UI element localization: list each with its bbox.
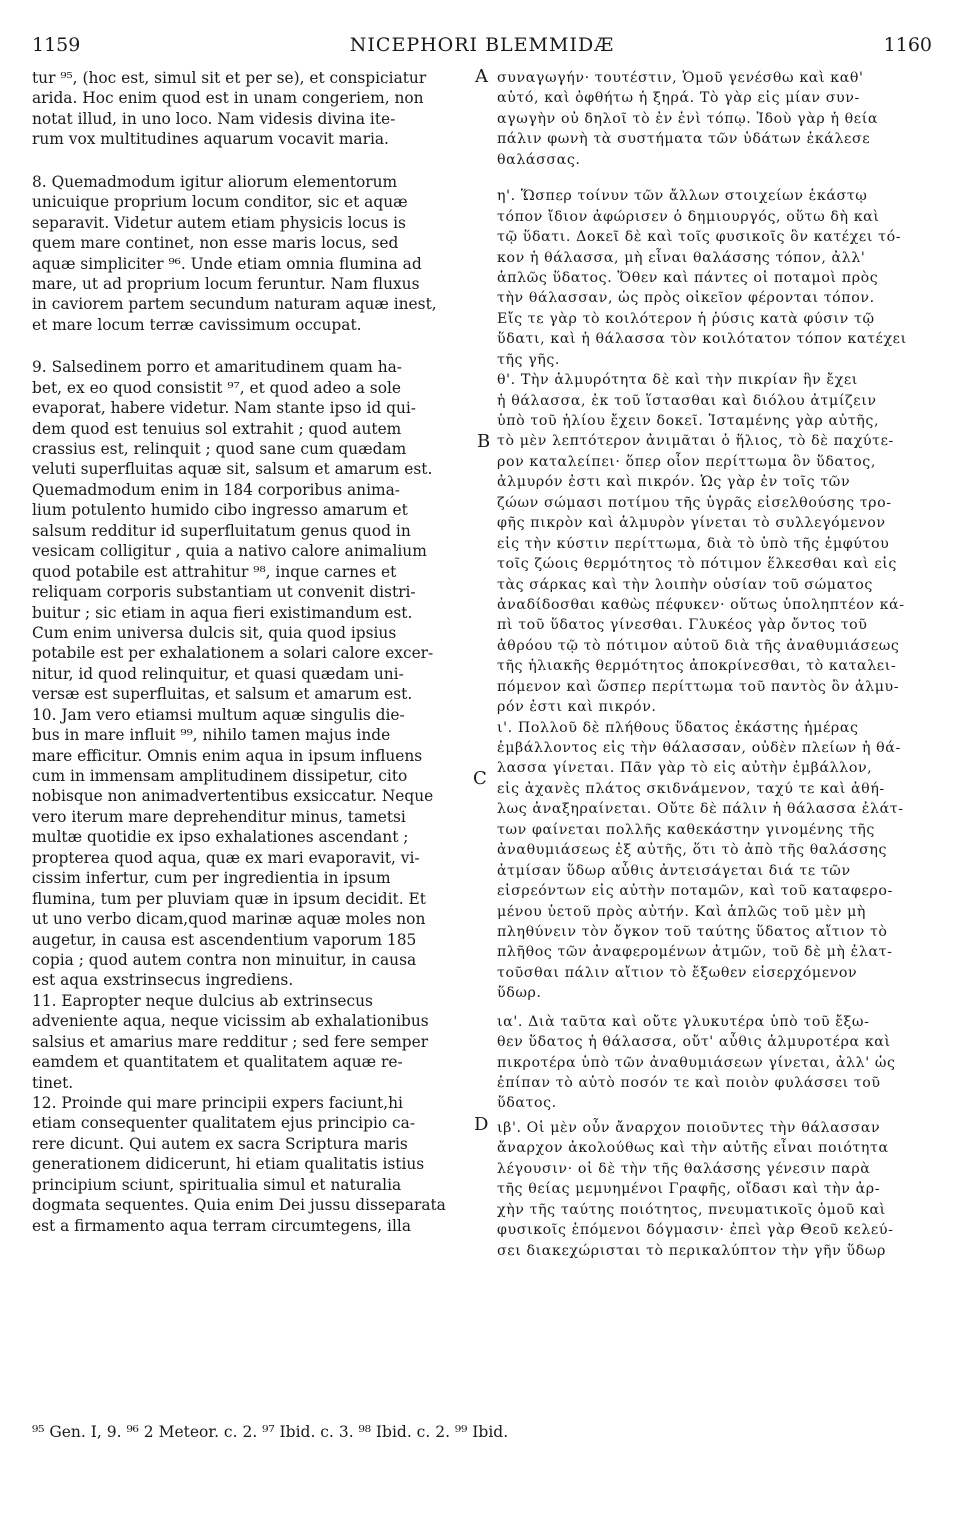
text-line: ἡ θάλασσα, ἐκ τοῦ ἵστασθαι καὶ διόλου ἀτμίζειν [497, 392, 877, 409]
text-line: ἁπλῶς ὕδατος. Ὅθεν καὶ πάντες οἱ ποταμοὶ πρὸς [497, 269, 879, 286]
text-line: λως ἀναξηραίνεται. Οὔτε δὲ πάλιν ἡ θάλασσα ἐλάτ- [497, 801, 904, 818]
text-line: arida. Hoc enim quod est in unam congeriem, non [32, 89, 424, 108]
text-line: 11. Eapropter neque dulcius ab extrinsecus [32, 991, 373, 1010]
margin-letter-c: C [473, 768, 487, 789]
text-line: ρον καταλείπει· ὅπερ οἷον περίττωμα ὂν ὕδατος, [497, 453, 876, 470]
greek-column [497, 68, 933, 1261]
text-line: augetur, in causa est ascendentium vaporum 185 [32, 930, 417, 949]
paragraph-gap [497, 1004, 933, 1012]
text-line: adveniente aqua, neque vicissim ab exhalationibus [32, 1012, 429, 1031]
text-line: generationem didicerunt, hi etiam qualitatis istius [32, 1155, 425, 1174]
latin-paragraph [32, 172, 472, 336]
latin-paragraph [32, 705, 472, 991]
text-line: bus in mare influit ⁹⁹, nihilo tamen majus inde [32, 726, 391, 745]
text-line: multæ quotidie ex ipso exhalationes ascendant ; [32, 828, 409, 847]
text-line: θεν ὕδατος ἡ θάλασσα, οὔτ' αὖθις ἁλμυροτέρα καὶ [497, 1034, 891, 1051]
text-line: nitur, id quod relinquitur, et quasi quædam uni- [32, 664, 404, 683]
text-line: reliquam corporis substantiam ut convenit distri- [32, 583, 416, 602]
greek-paragraph [497, 68, 933, 170]
text-line: φυσικοῖς ἑπόμενοι δόγμασιν· ἐπεὶ γὰρ Θεοῦ κελεύ- [497, 1222, 894, 1239]
text-line: ἁλμυρόν ἐστι καὶ πικρόν. Ὡς γὰρ ἐν τοῖς τῶν [497, 474, 851, 491]
text-line: πληθύνειν τὸν ὄγκον τοῦ ταύτης ὕδατος αἴτιον τὸ [497, 923, 888, 940]
text-line: σει διακεχώρισται τὸ περικαλύπτον τὴν γῆν ὕδωρ [497, 1242, 886, 1259]
text-line: mare efficitur. Omnis enim aqua in ipsum influens [32, 746, 423, 765]
text-line: in caviorem partem secundum naturam aquæ inest, [32, 295, 437, 314]
text-line: ζώων σώμασι ποτίμου τῆς ὑγρᾶς εἰσελθούσης τρο- [497, 494, 892, 511]
paragraph-gap [32, 150, 472, 172]
text-line: ἐμβάλλοντος εἰς τὴν θάλασσαν, οὐδὲν πλείων ἡ θά- [497, 740, 901, 756]
text-line: cum in immensam amplitudinem dissipetur, cito [32, 767, 408, 785]
text-line: αγωγὴν οὐ δηλοῖ τὸ ἐν ἑνὶ τόπῳ. Ἰδοὺ γὰρ ἡ θεία [497, 110, 879, 127]
text-line: λασσα γίνεται. Πᾶν γὰρ τὸ εἰς αὐτὴν ἐμβάλλον, [497, 760, 873, 777]
page-header [32, 34, 932, 64]
text-line: λέγουσιν· οἱ δὲ τὴν τῆς θαλάσσης γένεσιν παρὰ [497, 1160, 871, 1177]
text-line: ut uno verbo dicam,quod marinæ aquæ moles non [32, 910, 426, 929]
text-line: salsius et amarius mare redditur ; sed fere semper [32, 1032, 429, 1051]
text-line: ἄναρχον ἀκολούθως καὶ τὴν αὐτῆς εἶναι ποιότητα [497, 1140, 889, 1157]
text-line: salsum redditur id superfluitatum genus quod in [32, 521, 411, 540]
text-line: τοῖς ζώοις θερμότητος τὸ πότιμον ἕλκεσθαι καὶ εἰς [497, 556, 897, 573]
text-line: μένου ὑετοῦ πρὸς αὐτήν. Καὶ ἁπλῶς τοῦ μὲν μὴ [497, 903, 867, 920]
text-line: τῆς θείας μεμυημένοι Γραφῆς, οἴδασι καὶ τὴν ἀρ- [497, 1181, 881, 1198]
text-line: θ'. Τὴν ἁλμυρότητα δὲ καὶ τὴν πικρίαν ἣν ἔχει [497, 372, 858, 389]
text-line: Cum enim universa dulcis sit, quia quod ipsius [32, 623, 397, 642]
text-line: πόμενον καὶ ὥσπερ περίττωμα τοῦ παντὸς ὂν ἁλμυ- [497, 678, 900, 695]
text-line: χὴν τῆς ταύτης ποιότητος, πνευματικοῖς ὁμοῦ καὶ [497, 1201, 886, 1218]
text-line: potabile est per exhalationem a solari calore excer- [32, 644, 434, 663]
page-number-left: 1159 [32, 34, 81, 56]
text-line: versæ est superfluitas, et salsum et amarum est. [32, 685, 413, 704]
footnotes: ⁹⁵ Gen. I, 9. ⁹⁶ 2 Meteor. c. 2. ⁹⁷ Ibid. c. 3. ⁹⁸ Ibid. c. 2. ⁹⁹ Ibid. [32, 1423, 509, 1441]
text-line: πάλιν φωνὴ τὰ συστήματα τῶν ὑδάτων ἐκάλεσε [497, 131, 871, 148]
text-line: dogmata sequentes. Quia enim Dei jussu disseparata [32, 1196, 446, 1215]
text-line: rere dicunt. Qui autem ex sacra Scriptura maris [32, 1134, 408, 1153]
greek-paragraph [497, 1012, 933, 1114]
text-line: ὕδατος. [497, 1095, 557, 1112]
text-line: τῷ ὕδατι. Δοκεῖ δὲ καὶ τοῖς φυσικοῖς ὃν κατέχει τό- [497, 229, 902, 246]
text-line: notat illud, in uno loco. Nam videsis divina ite- [32, 109, 396, 128]
text-line: crassius est, relinquit ; quod sane cum quædam [32, 440, 407, 458]
greek-paragraph [497, 370, 933, 717]
text-line: ιβ'. Οἱ μὲν οὖν ἄναρχον ποιοῦντες τὴν θάλασσαν [497, 1119, 881, 1136]
margin-letter-b: B [477, 431, 491, 452]
margin-letter-d: D [474, 1114, 489, 1135]
text-line: separavit. Videtur autem etiam physicis locus is [32, 213, 406, 232]
text-line: vero iterum mare deprehenditur minus, tametsi [32, 807, 406, 826]
text-line: et mare locum terræ cavissimum occupat. [32, 315, 362, 334]
text-line: mare, ut ad proprium locum feruntur. Nam fluxus [32, 274, 420, 293]
text-line: των φαίνεται πολλῆς καθεκάστην γινομένης τῆς [497, 821, 875, 838]
text-line: αὑτό, καὶ ὀφθήτω ἡ ξηρά. Τὸ γὰρ εἰς μίαν συν- [497, 90, 860, 107]
text-line: 9. Salsedinem porro et amaritudinem quam ha- [32, 358, 402, 377]
text-line: nobisque non animadvertentibus exsiccatur. Neque [32, 787, 434, 806]
text-line: ὑπὸ τοῦ ἡλίου ἔχειν δοκεῖ. Ἱσταμένης γὰρ αὐτῆς, [497, 413, 880, 429]
text-line: ἀναδίδοσθαι καθὼς πέφυκεν· οὕτως ὑποληπτέον κά- [497, 596, 905, 613]
text-line: copia ; quod autem contra non minuitur, in causa [32, 950, 417, 969]
text-line: εἰς ἀχανὲς πλάτος σκιδνάμενον, ταχύ τε καὶ ἀθή- [497, 780, 885, 797]
text-line: τῆς ἡλιακῆς θερμότητος ἀποκρίνεσθαι, τὸ καταλει- [497, 658, 897, 675]
greek-paragraph [497, 186, 933, 370]
text-line: εἰς τὴν κύστιν περίττωμα, διὰ τὸ ὑπὸ τῆς ἐμφύτου [497, 535, 890, 552]
text-line: bet, ex eo quod consistit ⁹⁷, et quod adeo a sole [32, 378, 401, 397]
text-line: tur ⁹⁵, (hoc est, simul sit et per se), et conspiciatur [32, 69, 427, 87]
text-line: etiam consequenter qualitatem ejus principio ca- [32, 1114, 416, 1133]
text-line: vesicam colligitur , quia a nativo calore animalium [32, 542, 427, 561]
text-line: τόπον ἴδιον ἀφώρισεν ὁ δημιουργός, οὕτω δὴ καὶ [497, 208, 880, 225]
latin-column [32, 68, 472, 1236]
text-line: Εἴς τε γὰρ τὸ κοιλότερον ἡ ῥύσις κατὰ φύσιν τῷ [497, 310, 875, 327]
text-line: ια'. Διὰ ταῦτα καὶ οὔτε γλυκυτέρα ὑπὸ τοῦ ἔξω- [497, 1013, 870, 1030]
text-line: dem quod est tenuius sol extrahit ; quod autem [32, 419, 402, 438]
text-line: propterea quod aqua, quæ ex mari evaporavit, vi- [32, 848, 420, 867]
text-line: τὴν θάλασσαν, ὡς πρὸς οἰκεῖον φέρονται τόπον. [497, 290, 875, 307]
text-line: θαλάσσας. [497, 151, 581, 168]
text-line: est aqua exstrinsecus ingrediens. [32, 971, 294, 990]
paragraph-gap [32, 335, 472, 357]
latin-paragraph [32, 1093, 472, 1236]
text-line: Quemadmodum enim in 184 corporibus anima- [32, 480, 400, 499]
text-line: συναγωγήν· τουτέστιν, Ὁμοῦ γενέσθω καὶ καθ' [497, 70, 864, 86]
text-line: ρόν ἐστι καὶ πικρόν. [497, 699, 657, 716]
text-line: εἰσρεόντων εἰς αὐτὴν ποταμῶν, καὶ τοῦ καταφερο- [497, 883, 893, 900]
text-line: ὕδατι, καὶ ἡ θάλασσα τὸν κοιλότατον τόπον κατέχει [497, 331, 907, 348]
text-line: aquæ simpliciter ⁹⁶. Unde etiam omnia flumina ad [32, 254, 422, 273]
text-line: lium potulento humido cibo ingresso amarum et [32, 501, 408, 520]
margin-letter-a: A [475, 66, 488, 87]
text-line: evaporat, habere videtur. Nam stante ipso id qui- [32, 399, 416, 418]
latin-paragraph [32, 357, 472, 704]
text-line: flumina, tum per pluviam quæ in ipsum decidit. Et [32, 889, 426, 908]
text-line: τὰς σάρκας καὶ τὴν λοιπὴν οὐσίαν τοῦ σώματος [497, 576, 873, 593]
text-line: ἀτμίσαν ὕδωρ αὖθις ἀντεισάγεται διά τε τῶν [497, 862, 851, 879]
text-line: ὕδωρ. [497, 985, 542, 1002]
text-line: cissim infertur, cum per ingredientia in ipsum [32, 869, 391, 888]
text-line: τοῦσθαι πάλιν αἴτιον τὸ ἔξωθεν εἰσερχόμενον [497, 964, 858, 981]
text-line: ι'. Πολλοῦ δὲ πλήθους ὕδατος ἑκάστης ἡμέρας [497, 719, 859, 736]
text-line: κον ἡ θάλασσα, μὴ εἶναι θαλάσσης τόπον, ἀλλ' [497, 249, 866, 266]
text-line: τῆς γῆς. [497, 351, 561, 368]
text-line: 10. Jam vero etiamsi multum aquæ singulis die- [32, 705, 405, 724]
text-line: πὶ τοῦ ὕδατος γίνεσθαι. Γλυκέος γὰρ ὄντος τοῦ [497, 617, 868, 634]
running-title: NICEPHORI BLEMMIDÆ [349, 34, 615, 56]
text-line: buitur ; sic etiam in aqua fieri existimandum est. [32, 603, 413, 622]
text-line: ἀναθυμιάσεως ἐξ αὐτῆς, ὅτι τὸ ἀπὸ τῆς θαλάσσης [497, 842, 888, 859]
text-line: quem mare continet, non esse maris locus, sed [32, 234, 399, 253]
text-line: est a firmamento aqua terram circumtegens, illa [32, 1216, 411, 1235]
text-line: η'. Ὥσπερ τοίνυν τῶν ἄλλων στοιχείων ἑκάστῳ [497, 188, 868, 205]
text-line: τὸ μὲν λεπτότερον ἀνιμᾶται ὁ ἥλιος, τὸ δὲ παχύτε- [497, 433, 894, 450]
text-line: tinet. [32, 1073, 74, 1092]
text-line: unicuique proprium locum conditor, sic et aquæ [32, 193, 408, 212]
latin-paragraph [32, 991, 472, 1093]
text-line: πικροτέρα ὑπὸ τῶν ἀναθυμιάσεων γίνεται, ἀλλ' ὡς [497, 1054, 896, 1071]
text-line: 8. Quemadmodum igitur aliorum elementorum [32, 172, 398, 191]
text-line: πλῆθος τῶν ἀναφερομένων ἀτμῶν, τοῦ δὲ μὴ ἐλατ- [497, 944, 893, 961]
text-line: 12. Proinde qui mare principii expers faciunt,hi [32, 1094, 403, 1112]
text-line: quod potabile est attrahitur ⁹⁸, inque carnes et [32, 562, 397, 581]
text-line: eamdem et quantitatem et qualitatem aquæ re- [32, 1053, 403, 1072]
paragraph-gap [497, 170, 933, 186]
text-line: φῆς πικρὸν καὶ ἁλμυρὸν γίνεται τὸ συλλεγόμενον [497, 515, 886, 532]
text-line: ἐπίπαν τὸ αὐτὸ ποσόν τε καὶ ποιὸν φυλάσσει τοῦ [497, 1075, 881, 1091]
page-number-right: 1160 [883, 34, 932, 56]
text-line: veluti superfluitas aquæ sit, salsum et amarum est. [32, 460, 433, 479]
text-line: rum vox multitudines aquarum vocavit maria. [32, 130, 389, 149]
greek-paragraph [497, 718, 933, 1004]
text-line: ἀθρόου τῷ τὸ πότιμον αὐτοῦ διὰ τῆς ἀναθυμιάσεως [497, 637, 900, 654]
text-line: principium sciunt, spiritualia simul et naturalia [32, 1175, 402, 1194]
greek-paragraph [497, 1118, 933, 1261]
latin-paragraph [32, 68, 472, 150]
